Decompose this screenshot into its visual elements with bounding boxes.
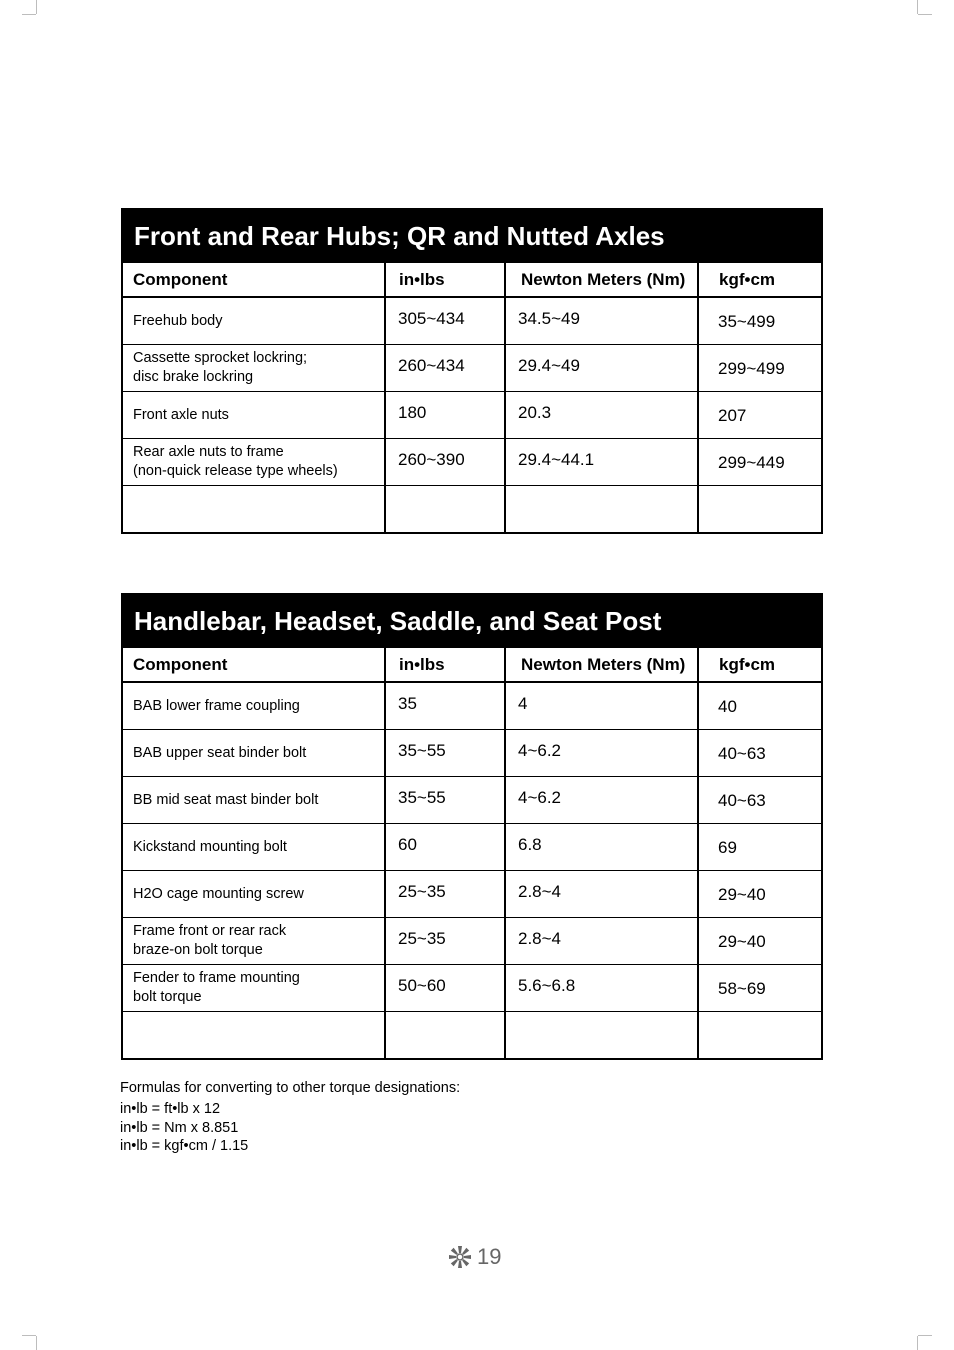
cell-component [123, 1012, 384, 1058]
newton-meters-value: 4~6.2 [518, 788, 562, 807]
cell-in-lbs [384, 871, 504, 917]
component-value: BAB upper seat binder bolt [133, 744, 307, 761]
crop-mark [918, 1335, 932, 1336]
in-lbs-value: 260~390 [398, 450, 465, 469]
header-newton-meters: Newton Meters (Nm) [504, 263, 697, 296]
newton-meters-value: 2.8~4 [518, 882, 562, 901]
cell-in-lbs [384, 345, 504, 391]
kgf-cm-value: 35~499 [718, 312, 776, 331]
cell-newton-meters [504, 1012, 697, 1058]
table-row [123, 681, 821, 729]
cell-kgf-cm [697, 730, 821, 776]
cell-kgf-cm [697, 298, 821, 344]
component-value: Freehub body [133, 312, 223, 329]
cell-kgf-cm [697, 871, 821, 917]
cell-kgf-cm [697, 1012, 821, 1058]
in-lbs-value: 50~60 [398, 976, 446, 995]
header-kgf-cm: kgf•cm [697, 263, 821, 296]
component-value: Kickstand mounting bolt [133, 838, 287, 855]
cell-newton-meters [504, 486, 697, 532]
cell-newton-meters [504, 345, 697, 391]
formula-line: in•lb = kgf•cm / 1.15 [120, 1138, 249, 1154]
in-lbs-value: 260~434 [398, 356, 465, 375]
kgf-cm-value: 69 [718, 838, 737, 857]
cell-in-lbs [384, 486, 504, 532]
table-header-row [123, 262, 821, 296]
component-value: Front axle nuts [133, 406, 229, 423]
in-lbs-value: 305~434 [398, 309, 465, 328]
cell-in-lbs [384, 824, 504, 870]
cell-component [123, 439, 384, 485]
newton-meters-value: 34.5~49 [518, 309, 580, 328]
table-row [123, 438, 821, 485]
cell-in-lbs [384, 298, 504, 344]
component-value: BAB lower frame coupling [133, 697, 300, 714]
in-lbs-value: 25~35 [398, 882, 446, 901]
table-row [123, 296, 821, 344]
cell-component [123, 965, 384, 1011]
header-newton-meters: Newton Meters (Nm) [504, 648, 697, 681]
cell-newton-meters [504, 298, 697, 344]
crop-mark [22, 14, 36, 15]
cell-kgf-cm [697, 777, 821, 823]
kgf-cm-value: 58~69 [718, 979, 766, 998]
newton-meters-value: 2.8~4 [518, 929, 562, 948]
table-row [123, 344, 821, 391]
table-row [123, 917, 821, 964]
in-lbs-value: 35~55 [398, 741, 446, 760]
hubs-torque-table [121, 208, 823, 534]
cell-kgf-cm [697, 683, 821, 729]
newton-meters-value: 29.4~49 [518, 356, 580, 375]
cell-newton-meters [504, 965, 697, 1011]
cell-newton-meters [504, 777, 697, 823]
cell-in-lbs [384, 918, 504, 964]
header-component: Component [133, 654, 228, 674]
newton-meters-value: 4 [518, 694, 528, 713]
cell-newton-meters [504, 439, 697, 485]
crop-mark [36, 0, 37, 14]
table-header-row [123, 647, 821, 681]
header-in-lbs: in•lbs [384, 263, 504, 296]
cell-newton-meters [504, 824, 697, 870]
kgf-cm-value: 299~449 [718, 453, 785, 472]
table-row [123, 870, 821, 917]
kgf-cm-value: 40 [718, 697, 737, 716]
cell-component [123, 345, 384, 391]
in-lbs-value: 35~55 [398, 788, 446, 807]
cell-newton-meters [504, 683, 697, 729]
kgf-cm-value: 29~40 [718, 932, 766, 951]
cell-in-lbs [384, 683, 504, 729]
cell-in-lbs [384, 777, 504, 823]
component-value: BB mid seat mast binder bolt [133, 791, 319, 808]
newton-meters-value: 6.8 [518, 835, 542, 854]
cell-kgf-cm [697, 824, 821, 870]
cell-component [123, 683, 384, 729]
table-row [123, 964, 821, 1011]
table-row [123, 729, 821, 776]
cell-newton-meters [504, 730, 697, 776]
cell-kgf-cm [697, 345, 821, 391]
table-row [123, 823, 821, 870]
cell-component [123, 392, 384, 438]
component-value: H2O cage mounting screw [133, 885, 304, 902]
table-title: Front and Rear Hubs; QR and Nutted Axles [123, 210, 821, 262]
header-component: Component [133, 269, 228, 289]
kgf-cm-value: 29~40 [718, 885, 766, 904]
conversion-formulas [120, 1078, 460, 1156]
header-kgf-cm: kgf•cm [697, 648, 821, 681]
cell-component [123, 871, 384, 917]
cell-component [123, 730, 384, 776]
cell-in-lbs [384, 730, 504, 776]
cell-kgf-cm [697, 439, 821, 485]
crop-mark [36, 1336, 37, 1350]
table-row [123, 485, 821, 532]
table-title: Handlebar, Headset, Saddle, and Seat Post [123, 595, 821, 647]
in-lbs-value: 25~35 [398, 929, 446, 948]
crop-mark [917, 0, 918, 14]
cell-kgf-cm [697, 486, 821, 532]
handlebar-torque-table [121, 593, 823, 1060]
newton-meters-value: 20.3 [518, 403, 552, 422]
cell-in-lbs [384, 965, 504, 1011]
cell-newton-meters [504, 871, 697, 917]
crop-mark [22, 1335, 36, 1336]
page-number: 19 [477, 1244, 502, 1269]
table-row [123, 1011, 821, 1058]
in-lbs-value: 35 [398, 694, 417, 713]
cell-newton-meters [504, 918, 697, 964]
cell-component [123, 918, 384, 964]
cell-in-lbs [384, 392, 504, 438]
component-value: Frame front or rear rack braze-on bolt torque [133, 923, 287, 958]
crop-mark [917, 1336, 918, 1350]
cell-component [123, 298, 384, 344]
table-row [123, 776, 821, 823]
cell-in-lbs [384, 1012, 504, 1058]
crop-mark [918, 14, 932, 15]
cell-kgf-cm [697, 392, 821, 438]
kgf-cm-value: 40~63 [718, 791, 766, 810]
page-footer [448, 1243, 501, 1271]
formula-line: in•lb = ft•lb x 12 [120, 1101, 221, 1117]
component-value: Rear axle nuts to frame (non-quick release type wheels) [133, 444, 338, 479]
cell-component [123, 777, 384, 823]
newton-meters-value: 5.6~6.8 [518, 976, 576, 995]
table-row [123, 391, 821, 438]
cell-component [123, 486, 384, 532]
gear-logo-icon [448, 1245, 472, 1269]
cell-in-lbs [384, 439, 504, 485]
cell-component [123, 824, 384, 870]
cell-kgf-cm [697, 965, 821, 1011]
in-lbs-value: 180 [398, 403, 427, 422]
kgf-cm-value: 299~499 [718, 359, 785, 378]
kgf-cm-value: 40~63 [718, 744, 766, 763]
kgf-cm-value: 207 [718, 406, 747, 425]
cell-newton-meters [504, 392, 697, 438]
in-lbs-value: 60 [398, 835, 417, 854]
component-value: Cassette sprocket lockring; disc brake lockring [133, 350, 308, 385]
component-value: Fender to frame mounting bolt torque [133, 970, 300, 1005]
newton-meters-value: 4~6.2 [518, 741, 562, 760]
formula-line: in•lb = Nm x 8.851 [120, 1119, 239, 1136]
formulas-intro: Formulas for converting to other torque designations: [120, 1080, 461, 1096]
cell-kgf-cm [697, 918, 821, 964]
newton-meters-value: 29.4~44.1 [518, 450, 595, 469]
header-in-lbs: in•lbs [384, 648, 504, 681]
